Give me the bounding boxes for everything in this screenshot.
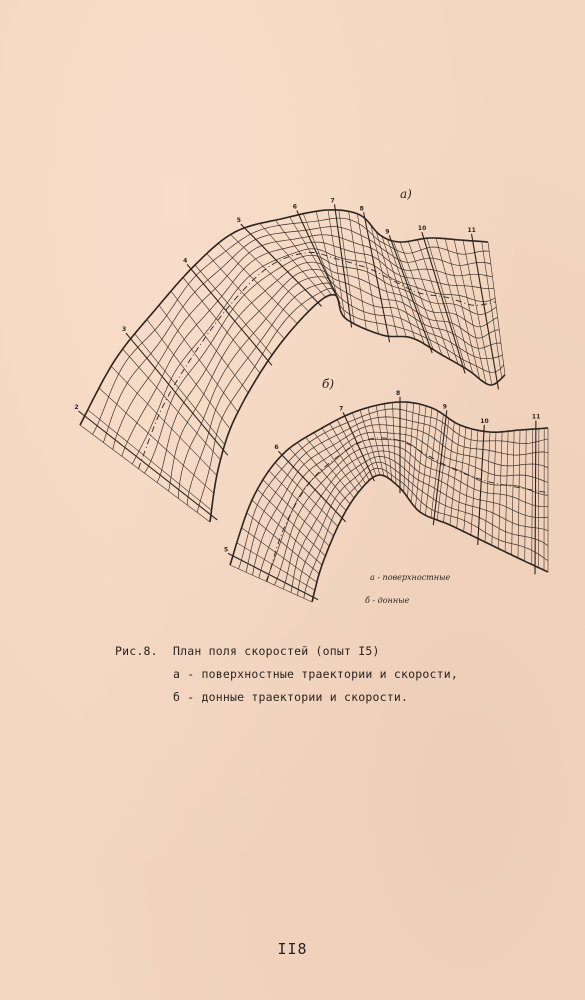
a-left-bank [80, 210, 488, 425]
b-section-label: 11 [531, 413, 541, 421]
a-cross-line [111, 366, 217, 475]
a-cross-line [418, 240, 459, 364]
b-cross-line [263, 480, 329, 546]
b-section-label: 10 [480, 417, 489, 425]
b-cross-line [431, 415, 443, 518]
b-cross-line [385, 404, 392, 481]
legend-bottom: б - донные [365, 596, 410, 605]
caption-line-a: а - поверхностные траектории и скорости, [173, 667, 458, 681]
b-cross-line [237, 543, 315, 591]
b-cross-line [352, 413, 376, 476]
a-cross-line [123, 349, 221, 460]
a-section-label: 5 [236, 217, 241, 225]
panel-b-bottom [228, 397, 548, 602]
panel-a-section-labels [74, 197, 475, 411]
b-section-line [535, 421, 536, 575]
a-section-line [187, 264, 272, 365]
a-cross-line [88, 410, 212, 510]
a-section-label: 9 [385, 228, 390, 236]
b-cross-line [230, 565, 312, 602]
a-cross-line [231, 235, 309, 312]
a-trajectory [122, 242, 494, 456]
a-section-label: 6 [292, 203, 297, 211]
a-section-line [472, 234, 499, 390]
velocity-field-figure [60, 170, 580, 620]
a-section-label: 10 [417, 225, 427, 233]
b-cross-line [393, 403, 397, 485]
b-section-label: 7 [339, 405, 344, 413]
b-cross-line [415, 406, 426, 508]
b-cross-line [512, 431, 514, 555]
a-section-label: 2 [74, 404, 79, 411]
panel-b-label: б) [322, 377, 335, 391]
b-cross-line [485, 432, 490, 542]
panel-a-label: а) [400, 187, 412, 201]
b-cross-line [538, 429, 539, 568]
panel-b-section-labels [224, 390, 540, 554]
a-cross-line [147, 319, 230, 429]
b-section-label: 8 [396, 389, 401, 397]
b-section-label: 5 [224, 546, 229, 554]
a-section-line [126, 333, 228, 455]
b-cross-line [247, 513, 320, 574]
panel-a-surface [78, 204, 505, 522]
b-section-line [478, 425, 485, 545]
b-cross-line [408, 403, 414, 497]
a-cross-line [488, 242, 505, 375]
a-section-label: 11 [467, 226, 476, 234]
a-section-label: 7 [330, 197, 335, 205]
caption-line-b: б - донные траектории и скорости. [173, 690, 409, 704]
b-cross-line [492, 432, 496, 545]
a-section-label: 3 [122, 326, 127, 334]
a-cross-line [159, 305, 238, 412]
b-cross-line [518, 430, 520, 558]
b-cross-line [257, 489, 325, 556]
b-section-label: 6 [274, 444, 279, 452]
caption-title: План поля скоростей (опыт I5) [173, 644, 380, 658]
a-cross-line [382, 236, 415, 339]
legend-surface: а - поверхностные [370, 573, 451, 582]
page-number: II8 [277, 940, 308, 958]
a-section-label: 4 [183, 257, 188, 265]
b-cross-line [337, 420, 369, 481]
b-cross-line [525, 430, 527, 562]
a-cross-line [135, 334, 225, 445]
b-cross-line [532, 429, 533, 564]
b-cross-line [499, 432, 503, 549]
caption-title-row [115, 640, 555, 663]
a-cross-line [207, 254, 285, 339]
b-cross-line [464, 429, 472, 532]
b-cross-line [471, 430, 478, 535]
b-cross-line [297, 443, 350, 505]
a-cross-line [454, 240, 486, 384]
a-section-label: 8 [359, 205, 364, 213]
a-cross-line [408, 241, 450, 359]
caption-label: Рис.8. [115, 644, 158, 658]
a-section-line [78, 411, 217, 520]
b-cross-line [505, 431, 508, 552]
b-section-label: 9 [442, 403, 447, 411]
a-cross-line [275, 220, 331, 295]
b-cross-line [330, 424, 366, 484]
figure-caption [115, 640, 555, 709]
